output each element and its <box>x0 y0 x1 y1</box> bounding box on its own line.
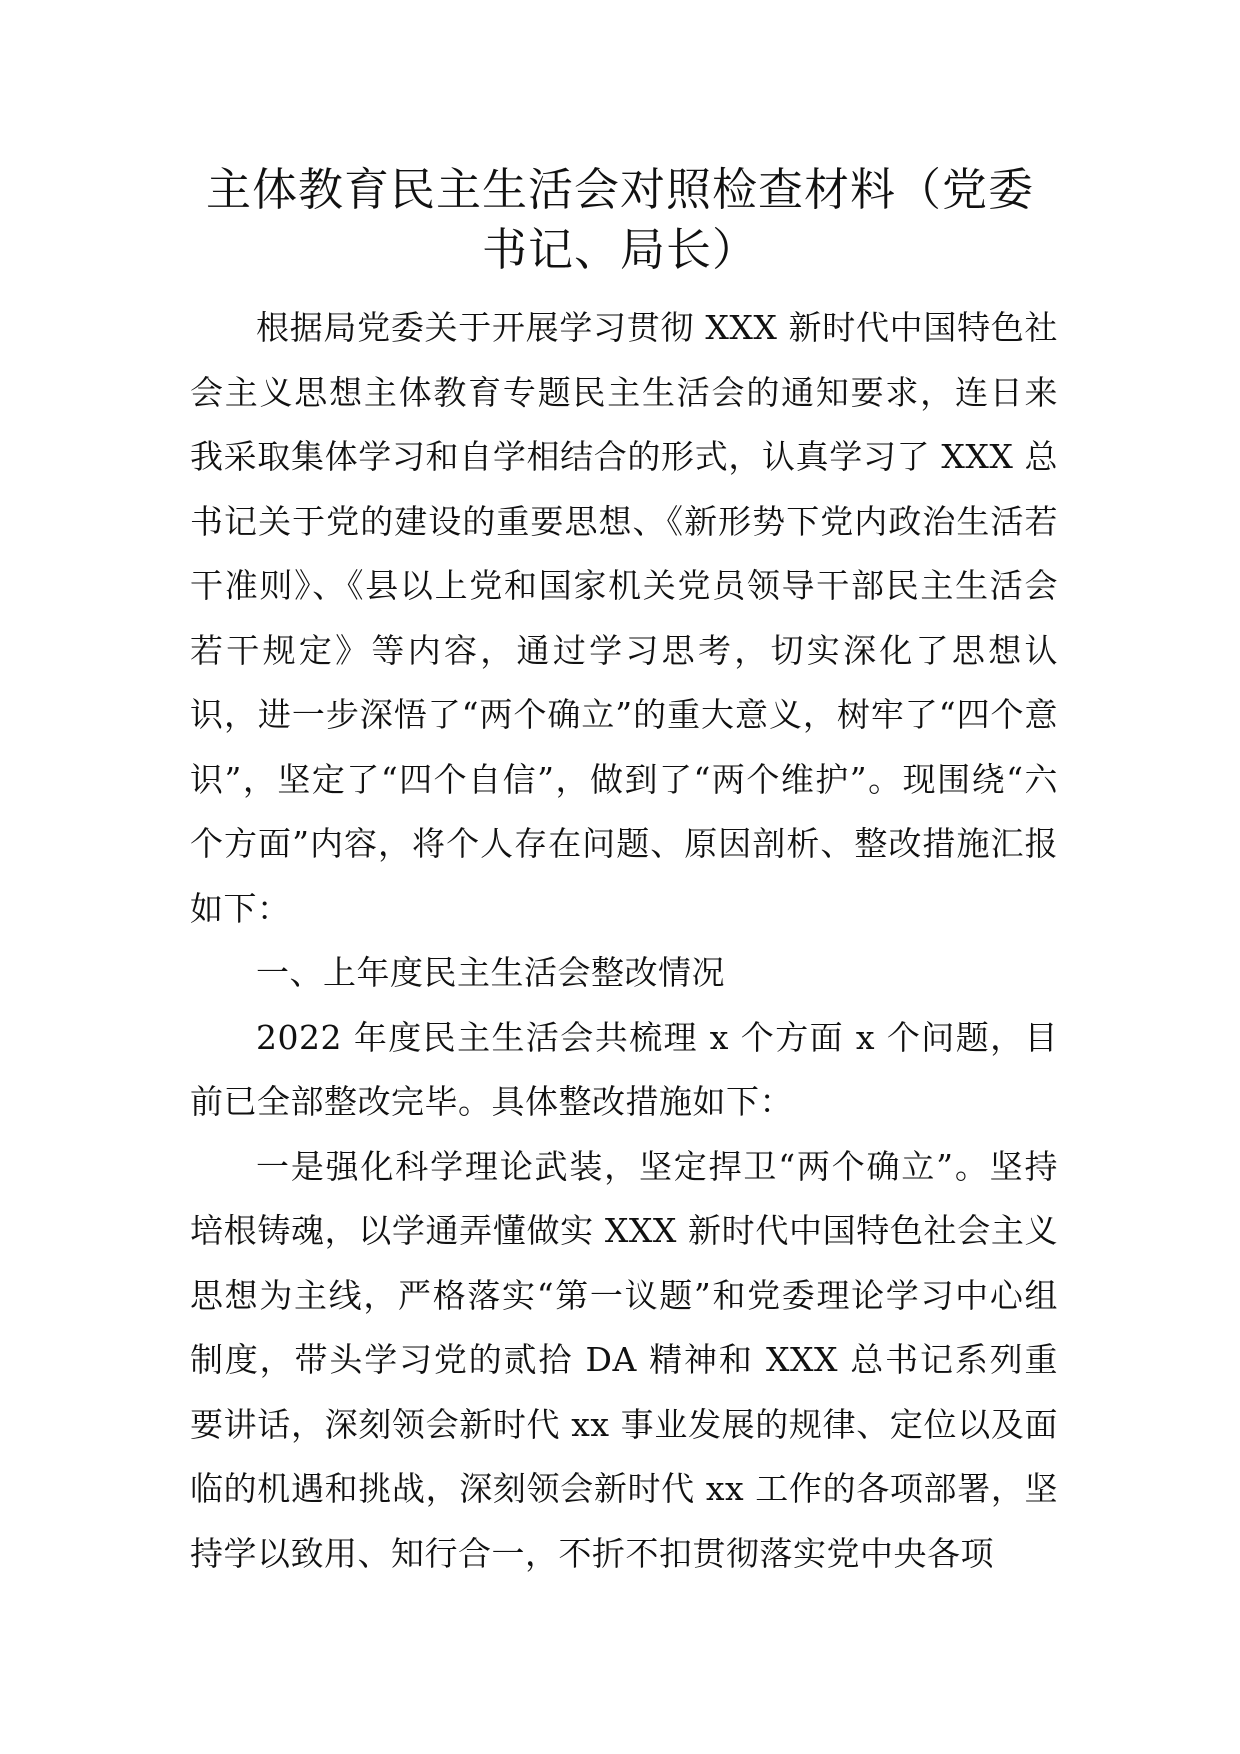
title-line-1: 主体教育民主生活会对照检查材料（党委 <box>205 163 1034 216</box>
document-title <box>150 160 1090 280</box>
paragraph-summary: 2022 年度民主生活会共梳理 x 个方面 x 个问题，目前已全部整改完毕。具体整改措施如下： <box>190 1017 1058 1121</box>
paragraph-intro: 根据局党委关于开展学习贯彻 XXX 新时代中国特色社会主义思想主体教育专题民主生活会的通知要求，连日来我采取集体学习和自学相结合的形式，认真学习了 XXX 总书记关于党的建设的重要思想、《新形势下党内政治生活若干准则》、《县以上党和国家机关党员领导干部民主生活会若干规定》等内容，通过学习思考，切实深化了思想认识，进一步深悟了“两个确立”的重大意义，树牢了“四个意识”，坚定了“四个自信”，做到了“两个维护”。现围绕“六个方面”内容，将个人存在问题、原因剖析、整改措施汇报如下： <box>190 308 1058 928</box>
section-heading: 一、上年度民主生活会整改情况 <box>256 953 725 992</box>
title-line-2: 书记、局长） <box>481 223 758 276</box>
paragraph-measure-1: 一是强化科学理论武装，坚定捍卫“两个确立”。坚持培根铸魂，以学通弄懂做实 XXX 新时代中国特色社会主义思想为主线，严格落实“第一议题”和党委理论学习中心组制度，带头学习党的贰拾 DA 精神和 XXX 总书记系列重要讲话，深刻领会新时代 xx 事业发展的规律、定位以及面临的机遇和挑战，深刻领会新时代 xx 工作的各项部署，坚持学以致用、知行合一，不折不扣贯彻落实党中央各项 <box>190 1146 1058 1573</box>
document-body <box>190 296 1058 1586</box>
